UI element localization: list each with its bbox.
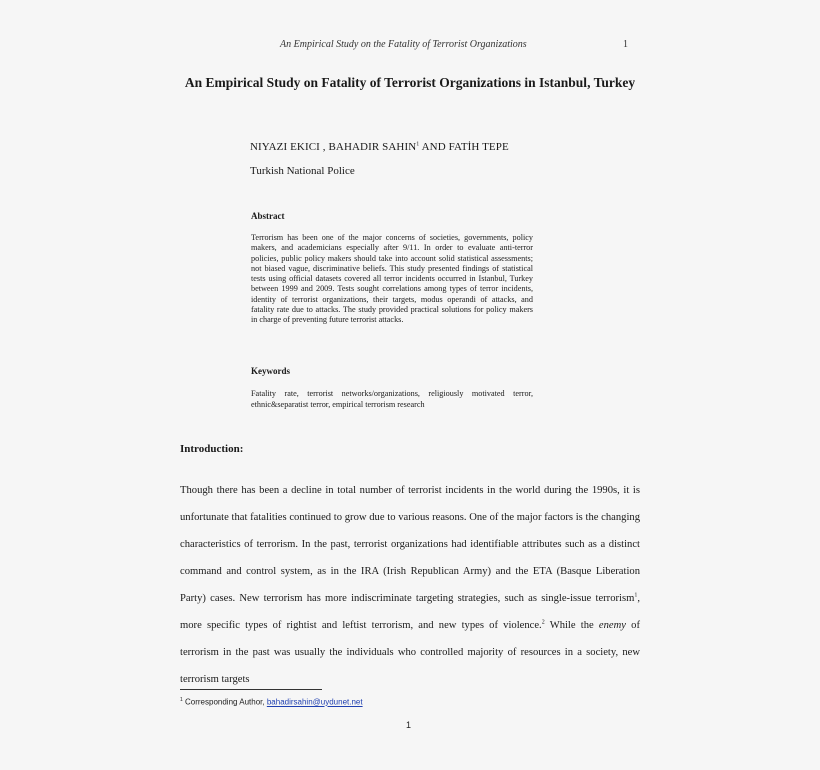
footnote-marker: 1 (180, 697, 183, 703)
authors-first: NIYAZI EKICI , BAHADIR SAHIN (250, 141, 417, 153)
running-header-title: An Empirical Study on the Fatality of Terrorist Organizations (280, 39, 527, 50)
intro-footnote-marker-1: 1 (634, 592, 638, 599)
introduction-paragraph (180, 477, 640, 693)
abstract-heading: Abstract (251, 211, 285, 221)
introduction-heading: Introduction: (180, 443, 244, 455)
author-footnote-marker: 1 (416, 141, 420, 148)
author-list (250, 141, 509, 153)
footnote-label: Corresponding Author, (182, 697, 267, 707)
paper-title: An Empirical Study on Fatality of Terrorist Organizations in Istanbul, Turkey (184, 75, 636, 90)
author-email-link[interactable]: bahadirsahin@uydunet.net (266, 697, 363, 707)
abstract-text: Terrorism has been one of the major concerns of societies, governments, policy makers, and academicians especially after 9/11. In order to evaluate anti-terror policies, public policy makers should take into account solid statistical assessments; not biased vague, discriminative beliefs. This study presented findings of statistical tests using official datasets covered all terror incidents occurred in Istanbul, Turkey between 1999 and 2009. Tests sought correlations among types of terror incidents, identity of terrorist organizations, their targets, modus operandi of attacks, and fatality rate due to attacks. The study provided practical solutions for policy makers in charge of preventing future terrorist attacks. (251, 233, 533, 325)
intro-emphasis: enemy (598, 620, 626, 631)
footnote (180, 697, 363, 707)
running-header-page-number: 1 (623, 39, 628, 50)
authors-last: AND FATİH TEPE (419, 141, 509, 153)
page-number: 1 (406, 720, 412, 730)
keywords-text: Fatality rate, terrorist networks/organizations, religiously motivated terror, ethnic&separatist terror, empirical terrorism research (251, 389, 533, 409)
intro-text-part2: , more specific types of rightist and leftist terrorism, and new types of violence. (180, 593, 640, 631)
intro-text-part4: of terrorism in the past was usually the individuals who controlled majority of resources in a society, new terrorism targets (180, 620, 640, 685)
keywords-heading: Keywords (251, 366, 290, 376)
intro-text-part3: While the (544, 620, 599, 631)
footnote-rule (180, 689, 322, 690)
intro-footnote-marker-2: 2 (541, 619, 545, 626)
affiliation: Turkish National Police (250, 165, 355, 177)
intro-text-part1: Though there has been a decline in total number of terrorist incidents in the world during the 1990s, it is unfortunate that fatalities continued to grow due to various reasons. One of the major factors is the changing characteristics of terrorism. In the past, terrorist organizations had identifiable attributes such as a distinct command and control system, as in the IRA (Irish Republican Army) and the ETA (Basque Liberation Party) cases. New terrorism has more indiscriminate targeting strategies, such as single-issue terrorism (180, 485, 640, 604)
